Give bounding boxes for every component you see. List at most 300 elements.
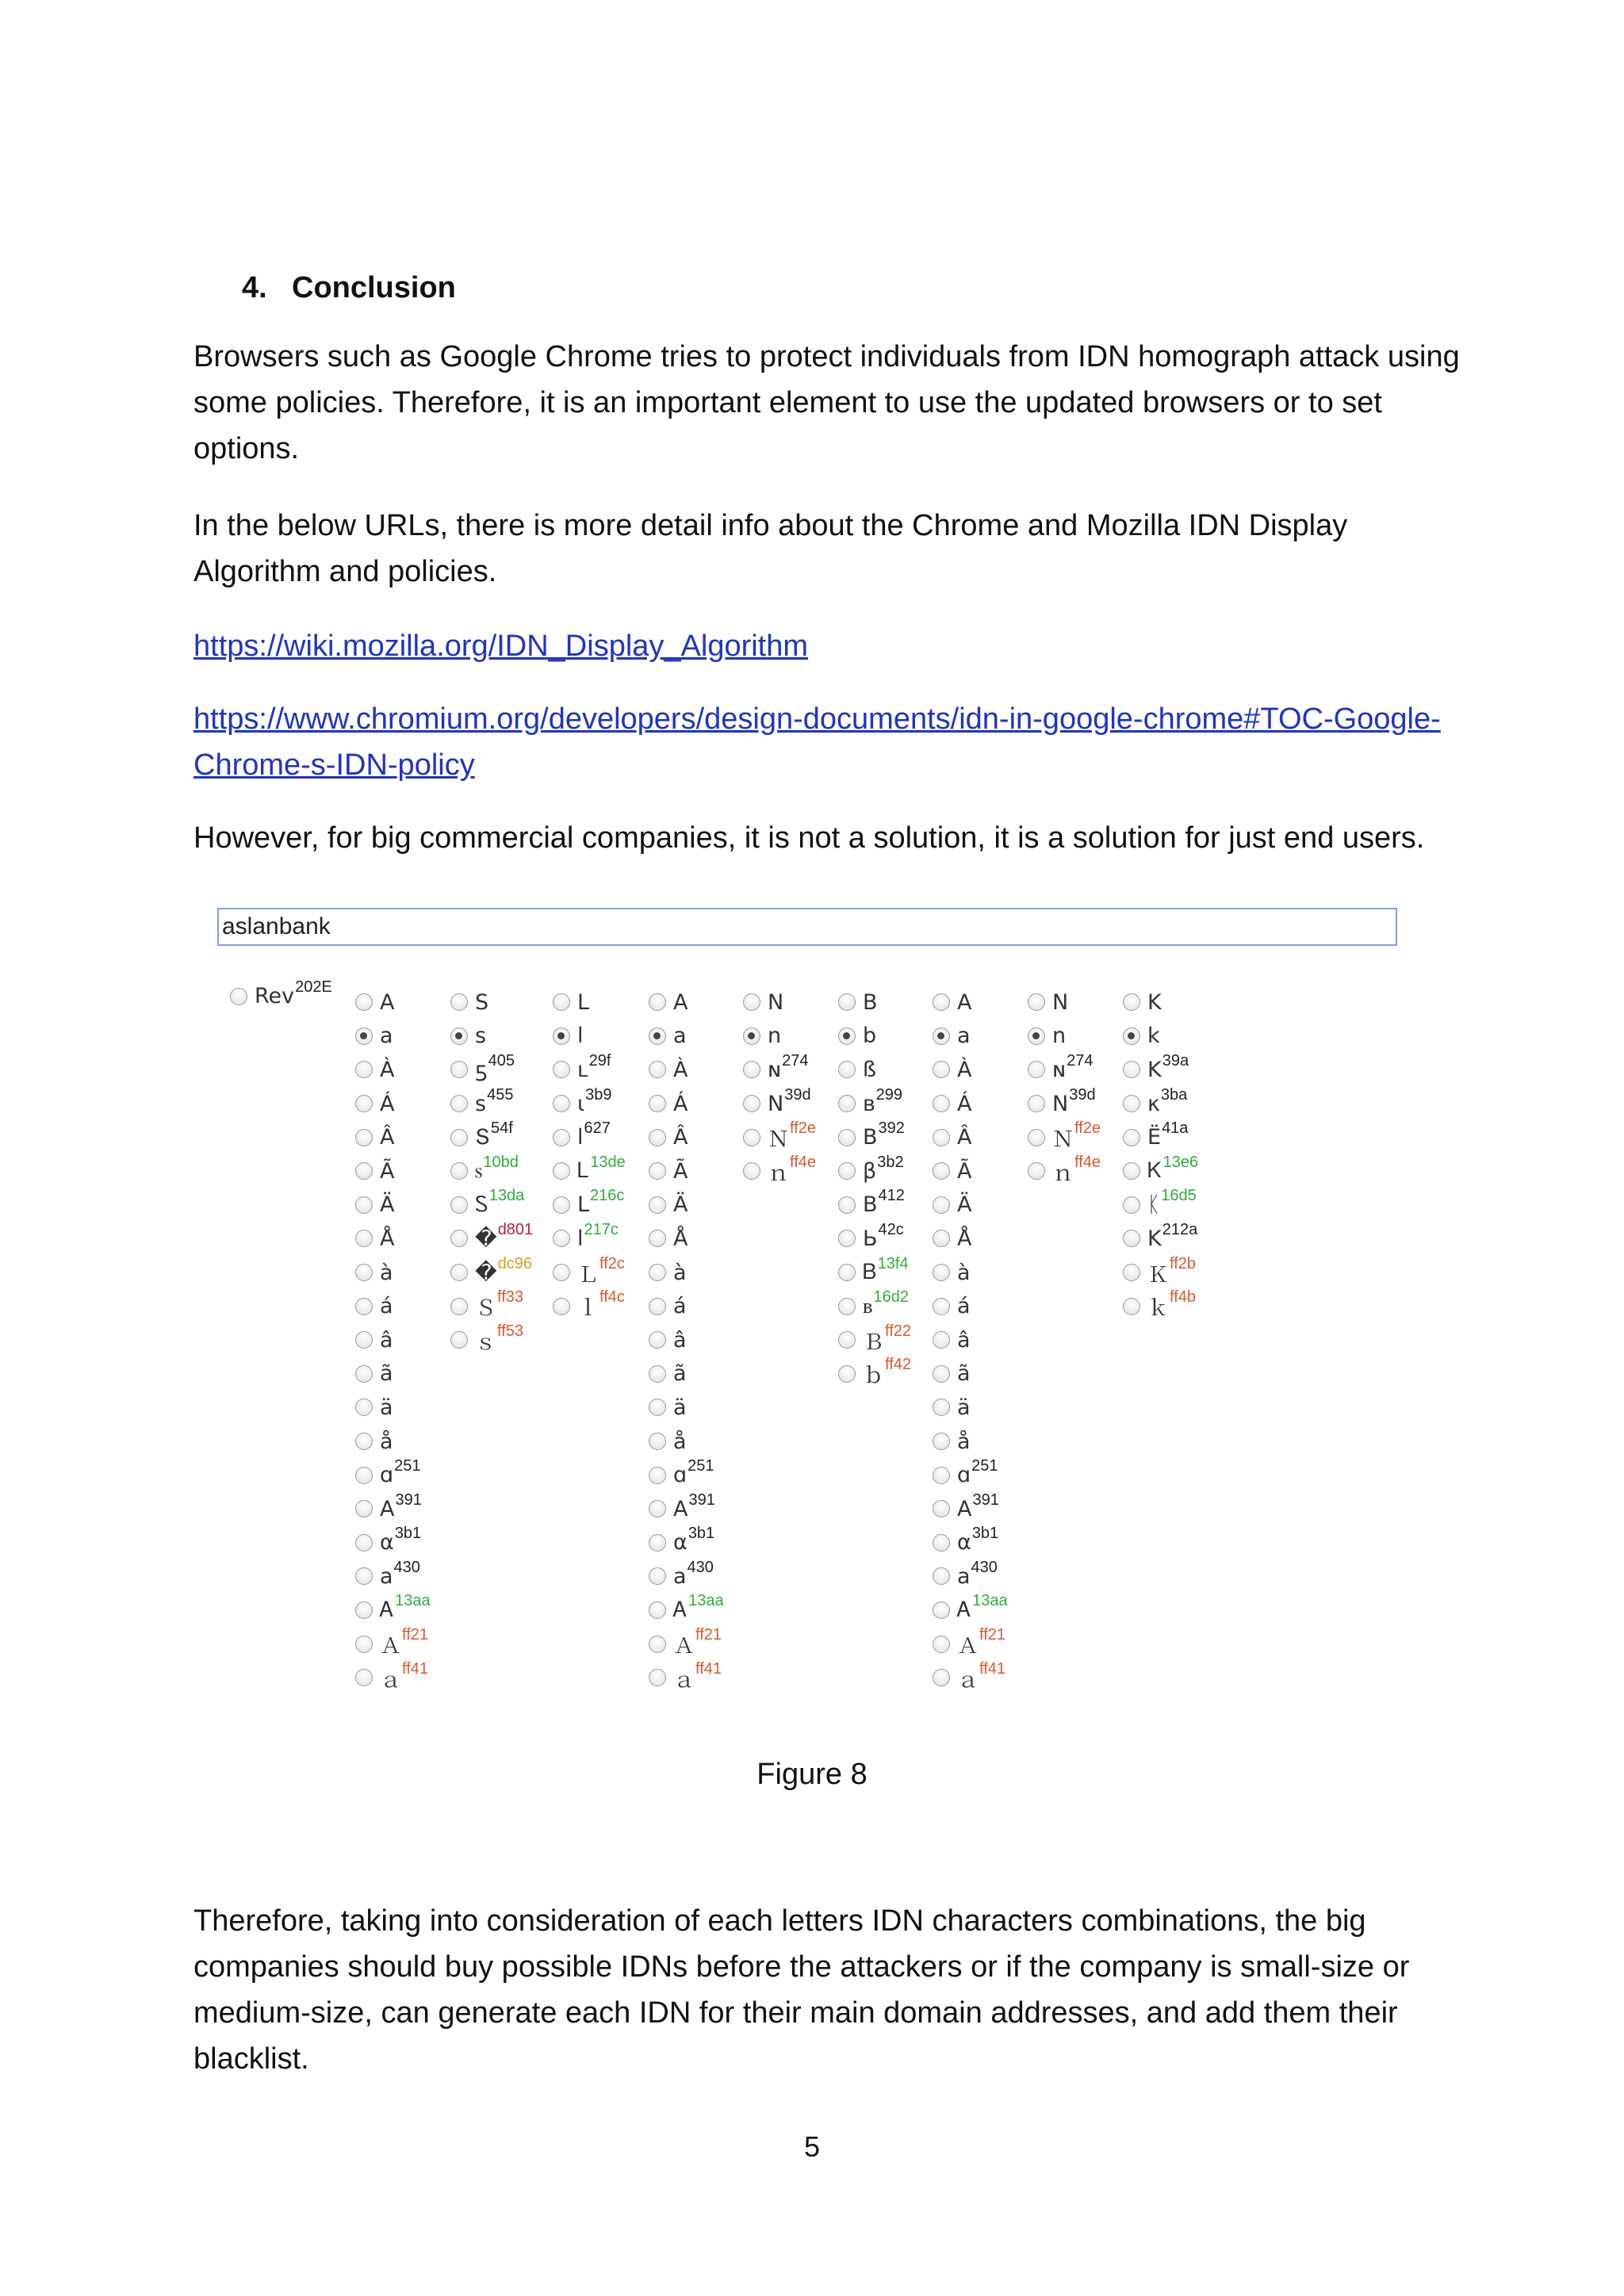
character-option[interactable] (933, 1391, 1008, 1425)
character-option[interactable] (838, 1323, 911, 1357)
radio-button[interactable] (933, 1433, 950, 1450)
character-glyph: Â (380, 1125, 395, 1150)
radio-button[interactable] (649, 1500, 666, 1517)
radio-button[interactable] (1123, 1027, 1140, 1045)
character-option[interactable] (1123, 1289, 1198, 1323)
character-option[interactable] (933, 1188, 1008, 1223)
radio-button[interactable] (355, 1196, 373, 1214)
radio-button[interactable] (933, 1567, 950, 1585)
character-option[interactable] (649, 1087, 724, 1121)
character-option[interactable] (1028, 1154, 1101, 1188)
character-glyph: ᏼ (863, 1293, 873, 1318)
unicode-code: 299 (875, 1085, 903, 1104)
character-option[interactable] (933, 1526, 1008, 1560)
unicode-code: 430 (393, 1558, 420, 1576)
radio-button[interactable] (355, 1264, 373, 1281)
radio-button[interactable] (450, 1095, 468, 1112)
radio-button[interactable] (355, 1298, 373, 1315)
character-option[interactable] (743, 1020, 816, 1054)
character-glyph: Ꮮ (577, 1158, 590, 1184)
character-glyph: ｂ (863, 1364, 884, 1389)
radio-button[interactable] (933, 1331, 950, 1349)
character-option[interactable] (553, 1053, 626, 1087)
character-glyph: ｋ (1147, 1296, 1169, 1322)
character-option[interactable] (933, 1323, 1008, 1357)
character-option[interactable] (553, 1154, 626, 1188)
character-option[interactable] (355, 985, 431, 1020)
unicode-code: 42c (878, 1220, 904, 1238)
character-option[interactable] (838, 1120, 911, 1154)
character-glyph: à (957, 1260, 971, 1285)
radio-button[interactable] (553, 1230, 570, 1247)
character-option[interactable] (355, 1154, 431, 1188)
radio-button[interactable] (355, 1061, 373, 1078)
unicode-code: 216c (590, 1187, 625, 1205)
radio-button[interactable] (649, 1298, 666, 1315)
radio-button[interactable] (933, 1095, 950, 1112)
radio-button[interactable] (649, 1669, 666, 1686)
character-option[interactable] (1123, 1188, 1198, 1223)
radio-button[interactable] (1028, 1129, 1045, 1146)
character-option[interactable] (649, 1222, 724, 1256)
character-option[interactable] (450, 1256, 533, 1290)
radio-button[interactable] (933, 1467, 950, 1484)
radio-button[interactable] (1123, 1264, 1140, 1281)
radio-button[interactable] (743, 1027, 760, 1045)
radio-button[interactable] (649, 1601, 666, 1619)
radio-button[interactable] (838, 1027, 856, 1045)
character-glyph: Ｋ (1147, 1262, 1169, 1288)
character-option[interactable] (743, 1154, 816, 1188)
character-option[interactable] (355, 1222, 431, 1256)
character-option[interactable] (1123, 1222, 1198, 1256)
character-option[interactable] (553, 1188, 626, 1223)
character-option[interactable] (838, 1188, 911, 1223)
character-option[interactable] (743, 1120, 816, 1154)
character-option[interactable] (553, 1222, 626, 1256)
radio-button[interactable] (450, 1129, 468, 1146)
character-option[interactable] (933, 1222, 1008, 1256)
radio-button[interactable] (933, 1264, 950, 1281)
radio-button[interactable] (1123, 1095, 1140, 1112)
character-glyph: A (957, 989, 972, 1015)
radio-button[interactable] (649, 1095, 666, 1112)
radio-button[interactable] (1123, 1196, 1140, 1214)
radio-button[interactable] (743, 1095, 760, 1112)
radio-button[interactable] (838, 1095, 856, 1112)
character-option[interactable] (649, 1391, 724, 1425)
character-glyph: ɑ (957, 1463, 971, 1488)
link-chromium[interactable]: https://www.chromium.org/developers/design-documents/idn-in-google-chrome#TOC-Google-Chrome-s-IDN-policy (193, 702, 1441, 782)
character-option[interactable] (649, 1256, 724, 1290)
character-option[interactable] (933, 1661, 1008, 1695)
unicode-code: 3b1 (971, 1525, 999, 1543)
character-glyph: Α (673, 1496, 688, 1521)
character-glyph: B (863, 989, 878, 1015)
character-option[interactable] (355, 1526, 431, 1560)
character-option[interactable] (649, 1289, 724, 1323)
radio-button[interactable] (450, 1331, 468, 1349)
radio-button[interactable] (450, 1162, 468, 1180)
radio-button[interactable] (450, 1264, 468, 1281)
character-option[interactable] (649, 1323, 724, 1357)
character-glyph: ｌ (577, 1296, 599, 1322)
unicode-code: 251 (688, 1457, 714, 1475)
radio-button[interactable] (1123, 1162, 1140, 1180)
radio-button[interactable] (553, 993, 570, 1011)
character-glyph: Ν (768, 1091, 784, 1116)
character-glyph: k (1147, 1024, 1160, 1049)
character-option[interactable] (649, 1627, 724, 1661)
character-option[interactable] (355, 1559, 431, 1594)
radio-button[interactable] (1123, 1230, 1140, 1247)
radio-button[interactable] (743, 1162, 760, 1180)
character-glyph: � (475, 1260, 497, 1285)
radio-button[interactable] (933, 993, 950, 1011)
character-option[interactable] (933, 1357, 1008, 1391)
character-option[interactable] (553, 1020, 626, 1054)
character-glyph: Á (380, 1091, 395, 1116)
character-option[interactable] (355, 1425, 431, 1459)
character-option[interactable] (838, 985, 911, 1020)
radio-button[interactable] (933, 1061, 950, 1078)
radio-button[interactable] (933, 1399, 950, 1416)
character-option[interactable] (450, 1120, 533, 1154)
character-glyph: ｎ (1052, 1161, 1074, 1186)
radio-button[interactable] (1028, 1095, 1045, 1112)
radio-button[interactable] (1123, 993, 1140, 1011)
radio-button[interactable] (649, 1230, 666, 1247)
character-option[interactable] (1123, 1087, 1198, 1121)
character-option[interactable] (649, 985, 724, 1020)
character-glyph: � (475, 1226, 497, 1251)
character-glyph: À (957, 1057, 972, 1082)
radio-button[interactable] (355, 1027, 373, 1045)
character-glyph: Å (380, 1226, 395, 1251)
unicode-code: ff2e (790, 1119, 816, 1138)
character-option[interactable] (450, 1087, 533, 1121)
radio-button[interactable] (553, 1027, 570, 1045)
radio-button[interactable] (649, 1264, 666, 1281)
character-option[interactable] (649, 1020, 724, 1054)
radio-button[interactable] (355, 1129, 373, 1146)
figure-caption: Figure 8 (756, 1758, 868, 1791)
unicode-code: 392 (878, 1119, 905, 1138)
character-option[interactable] (355, 1357, 431, 1391)
character-option[interactable] (355, 1391, 431, 1425)
character-option[interactable] (933, 1154, 1008, 1188)
radio-button[interactable] (838, 1230, 856, 1247)
character-option[interactable] (933, 1559, 1008, 1594)
character-option[interactable] (649, 1559, 724, 1594)
radio-button[interactable] (838, 1061, 856, 1078)
character-option[interactable] (649, 1120, 724, 1154)
radio-button[interactable] (743, 1061, 760, 1078)
radio-button[interactable] (355, 1433, 373, 1450)
character-option[interactable] (355, 1492, 431, 1526)
radio-button[interactable] (355, 1162, 373, 1180)
radio-button[interactable] (553, 1162, 570, 1180)
character-option[interactable] (355, 1120, 431, 1154)
character-option[interactable] (450, 1289, 533, 1323)
radio-button[interactable] (649, 1399, 666, 1416)
character-option[interactable] (649, 1492, 724, 1526)
paragraph-3: However, for big commercial companies, it is not a solution, it is a solution for just end users. (193, 821, 1425, 855)
radio-button[interactable] (743, 993, 760, 1011)
unicode-code: 412 (878, 1187, 905, 1205)
radio-button[interactable] (838, 1298, 856, 1315)
character-option[interactable] (933, 1492, 1008, 1526)
character-option[interactable] (838, 1053, 911, 1087)
character-glyph: â (380, 1327, 393, 1353)
character-glyph: N (1052, 989, 1069, 1015)
character-option[interactable] (838, 1289, 911, 1323)
radio-button[interactable] (649, 1061, 666, 1078)
unicode-code: 13f4 (877, 1254, 909, 1272)
radio-button[interactable] (649, 1467, 666, 1484)
character-option[interactable] (649, 1053, 724, 1087)
radio-button[interactable] (649, 1027, 666, 1045)
domain-input[interactable] (217, 908, 1397, 946)
character-option[interactable] (1123, 1020, 1198, 1054)
character-option[interactable] (450, 1053, 533, 1087)
character-option[interactable] (838, 1256, 911, 1290)
character-option[interactable] (838, 1154, 911, 1188)
character-glyph: Ã (380, 1158, 395, 1184)
character-option[interactable] (1123, 1256, 1198, 1290)
character-option[interactable] (553, 1289, 626, 1323)
character-column (450, 985, 533, 1357)
character-option[interactable] (1123, 1154, 1198, 1188)
character-option[interactable] (933, 1458, 1008, 1492)
character-option[interactable] (450, 1323, 533, 1357)
character-option[interactable] (649, 1526, 724, 1560)
radio-button[interactable] (838, 1196, 856, 1214)
character-glyph: Տ (475, 1125, 491, 1150)
radio-button[interactable] (355, 1331, 373, 1349)
character-option[interactable] (933, 1120, 1008, 1154)
radio-button[interactable] (838, 1331, 856, 1349)
radio-button[interactable] (1028, 993, 1045, 1011)
character-option[interactable] (933, 1256, 1008, 1290)
character-option[interactable] (355, 1594, 431, 1628)
unicode-code: ff2c (599, 1254, 625, 1272)
character-option[interactable] (743, 985, 816, 1020)
character-glyph: Ꮶ (1147, 1158, 1162, 1184)
character-glyph: Ａ (380, 1634, 401, 1659)
character-option[interactable] (649, 1154, 724, 1188)
radio-button[interactable] (838, 1162, 856, 1180)
radio-button[interactable] (649, 1567, 666, 1585)
unicode-code: 3b1 (394, 1525, 422, 1543)
character-option[interactable] (838, 1020, 911, 1054)
radio-button[interactable] (355, 993, 373, 1011)
radio-button[interactable] (649, 1162, 666, 1180)
radio-button[interactable] (933, 1027, 950, 1045)
character-option[interactable] (649, 1661, 724, 1695)
character-option[interactable] (1028, 1087, 1101, 1121)
character-option[interactable] (355, 1053, 431, 1087)
character-option[interactable] (553, 1120, 626, 1154)
character-option[interactable] (355, 1289, 431, 1323)
character-option[interactable] (1028, 985, 1101, 1020)
character-option[interactable] (743, 1087, 816, 1121)
radio-button[interactable] (355, 1500, 373, 1517)
radio-button[interactable] (355, 1365, 373, 1383)
radio-button[interactable] (355, 1095, 373, 1112)
character-option[interactable] (933, 1020, 1008, 1054)
radio-button[interactable] (1028, 1162, 1045, 1180)
unicode-code: 274 (782, 1051, 809, 1070)
radio-button[interactable] (649, 1433, 666, 1450)
character-option[interactable] (355, 1323, 431, 1357)
character-option[interactable] (450, 1222, 533, 1256)
character-glyph: ꮪ (475, 1158, 483, 1184)
radio-button[interactable] (450, 1196, 468, 1214)
radio-button[interactable] (933, 1601, 950, 1619)
radio-button[interactable] (933, 1196, 950, 1214)
radio-button[interactable] (450, 1027, 468, 1045)
character-option[interactable] (933, 1289, 1008, 1323)
unicode-code: 16d5 (1161, 1187, 1197, 1205)
character-glyph: ɑ (673, 1463, 688, 1488)
radio-button[interactable] (933, 1534, 950, 1552)
radio-button[interactable] (355, 1669, 373, 1686)
character-option[interactable] (355, 1661, 431, 1695)
character-glyph: Ꭺ (957, 1597, 972, 1622)
radio-button[interactable] (649, 1129, 666, 1146)
page-number: 5 (803, 2130, 821, 2163)
character-option[interactable] (355, 1188, 431, 1223)
radio-button[interactable] (838, 1129, 856, 1146)
radio-button[interactable] (933, 1365, 950, 1383)
character-glyph: ã (673, 1361, 687, 1387)
unicode-code: ff41 (402, 1659, 428, 1678)
character-glyph: β (863, 1158, 877, 1184)
radio-button[interactable] (649, 1196, 666, 1214)
character-option[interactable] (933, 1087, 1008, 1121)
radio-button[interactable] (838, 1365, 856, 1383)
character-option[interactable] (933, 1627, 1008, 1661)
radio-button[interactable] (649, 1331, 666, 1349)
link-mozilla[interactable]: https://wiki.mozilla.org/IDN_Display_Algorithm (193, 629, 809, 663)
character-glyph: Α (957, 1496, 972, 1521)
radio-button[interactable] (355, 1567, 373, 1585)
radio-button[interactable] (933, 1298, 950, 1315)
radio-button[interactable] (933, 1636, 950, 1653)
character-option[interactable] (1123, 1053, 1198, 1087)
radio-button[interactable] (450, 1230, 468, 1247)
character-option[interactable] (838, 1222, 911, 1256)
radio-button[interactable] (649, 1365, 666, 1383)
character-glyph: ᛕ (1147, 1192, 1161, 1218)
radio-button[interactable] (933, 1162, 950, 1180)
character-option[interactable] (1123, 1120, 1198, 1154)
unicode-code: ff42 (885, 1356, 911, 1374)
character-option[interactable] (649, 1357, 724, 1391)
radio-button[interactable] (450, 1061, 468, 1078)
character-option[interactable] (649, 1425, 724, 1459)
character-option[interactable] (1028, 1053, 1101, 1087)
radio-button[interactable] (1028, 1061, 1045, 1078)
radio-button[interactable] (933, 1129, 950, 1146)
character-glyph: В (863, 1192, 878, 1218)
radio-button[interactable] (355, 1230, 373, 1247)
character-option[interactable] (355, 1627, 431, 1661)
radio-button[interactable] (355, 1601, 373, 1619)
character-option[interactable] (743, 1053, 816, 1087)
character-option[interactable] (838, 1357, 911, 1391)
radio-button[interactable] (553, 1129, 570, 1146)
character-option[interactable] (553, 985, 626, 1020)
radio-button[interactable] (933, 1230, 950, 1247)
radio-button[interactable] (553, 1061, 570, 1078)
radio-button[interactable] (553, 1095, 570, 1112)
character-option[interactable] (553, 1256, 626, 1290)
character-option[interactable] (838, 1087, 911, 1121)
character-glyph: Ь (863, 1226, 878, 1251)
character-option[interactable] (355, 1256, 431, 1290)
radio-button[interactable] (649, 1636, 666, 1653)
radio-button[interactable] (933, 1669, 950, 1686)
radio-button[interactable] (553, 1298, 570, 1315)
character-option[interactable] (355, 1458, 431, 1492)
radio-button[interactable] (230, 988, 247, 1005)
character-option[interactable] (450, 1020, 533, 1054)
character-option[interactable] (553, 1087, 626, 1121)
character-option[interactable] (649, 1188, 724, 1223)
radio-button[interactable] (553, 1196, 570, 1214)
character-option[interactable] (355, 1087, 431, 1121)
character-option[interactable] (450, 1188, 533, 1223)
radio-button[interactable] (450, 1298, 468, 1315)
character-column (743, 985, 816, 1188)
character-glyph: Ｎ (768, 1127, 789, 1153)
radio-button[interactable] (1028, 1027, 1045, 1045)
rev-option[interactable] (230, 978, 332, 1008)
character-option[interactable] (355, 1020, 431, 1054)
radio-button[interactable] (1123, 1298, 1140, 1315)
character-option[interactable] (1028, 1020, 1101, 1054)
radio-button[interactable] (450, 993, 468, 1011)
character-glyph: K (1147, 989, 1162, 1015)
character-option[interactable] (649, 1594, 724, 1628)
radio-button[interactable] (649, 993, 666, 1011)
character-option[interactable] (450, 1154, 533, 1188)
character-option[interactable] (450, 985, 533, 1020)
radio-button[interactable] (838, 1264, 856, 1281)
radio-button[interactable] (355, 1467, 373, 1484)
character-option[interactable] (649, 1458, 724, 1492)
character-option[interactable] (933, 1594, 1008, 1628)
character-option[interactable] (1028, 1120, 1101, 1154)
radio-button[interactable] (355, 1534, 373, 1552)
radio-button[interactable] (649, 1534, 666, 1552)
radio-button[interactable] (355, 1399, 373, 1416)
unicode-code: 212a (1162, 1220, 1198, 1238)
radio-button[interactable] (838, 993, 856, 1011)
character-option[interactable] (933, 985, 1008, 1020)
radio-button[interactable] (355, 1636, 373, 1653)
radio-button[interactable] (553, 1264, 570, 1281)
radio-button[interactable] (1123, 1061, 1140, 1078)
character-option[interactable] (933, 1425, 1008, 1459)
character-option[interactable] (1123, 985, 1198, 1020)
radio-button[interactable] (1123, 1129, 1140, 1146)
radio-button[interactable] (743, 1129, 760, 1146)
radio-button[interactable] (933, 1500, 950, 1517)
character-option[interactable] (933, 1053, 1008, 1087)
